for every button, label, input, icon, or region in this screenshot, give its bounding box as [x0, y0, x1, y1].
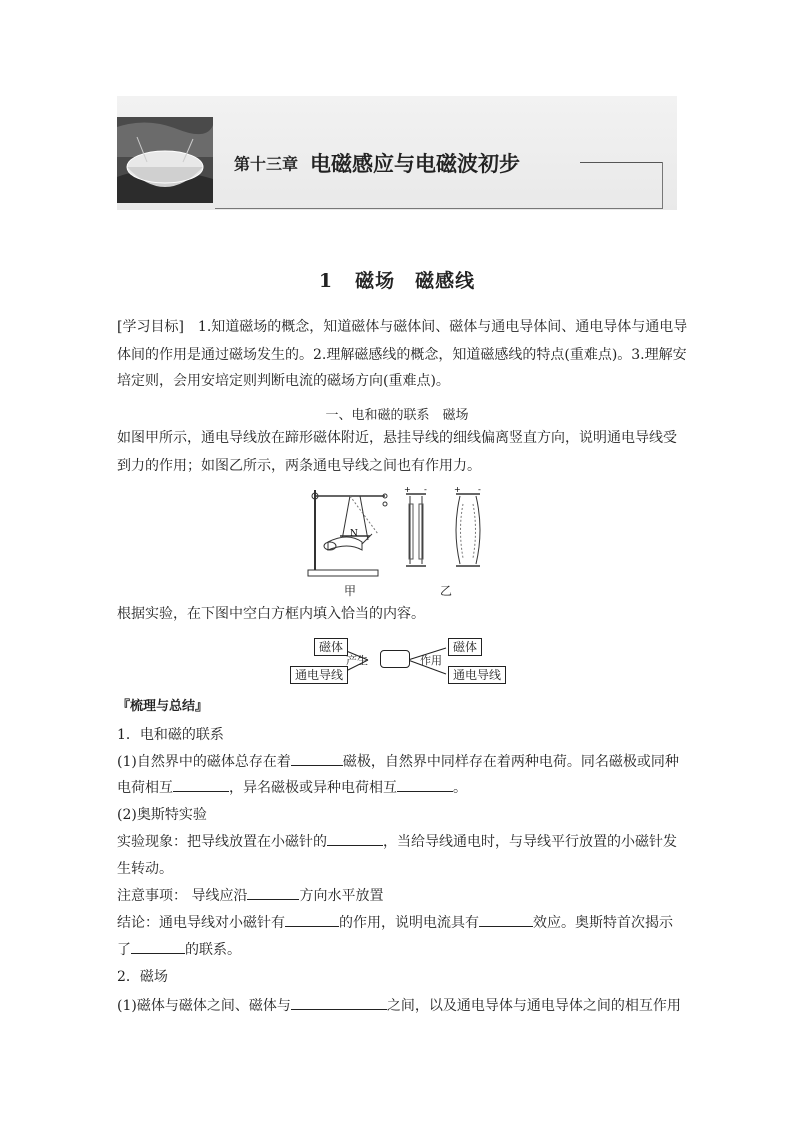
- summary-item-1-title: 1．电和磁的联系: [117, 727, 224, 743]
- fill-blank[interactable]: [173, 777, 229, 792]
- chapter-number: 第十三章: [234, 154, 299, 174]
- p1-text-e: 。: [453, 780, 467, 796]
- summary-p1-line1: [117, 748, 681, 776]
- chapter-name: 电磁感应与电磁波初步: [310, 152, 521, 176]
- summary-p1-line2: [117, 774, 681, 802]
- p1-text-c: 电荷相互: [117, 780, 173, 796]
- fill-blank[interactable]: [247, 885, 299, 900]
- summary-p2-title: (2)奥斯特实验: [117, 807, 207, 823]
- diagram-right-top: 磁体: [448, 638, 482, 656]
- section-intro-line-2: 到力的作用；如图乙所示，两条通电导线之间也有作用力。: [117, 458, 481, 474]
- lesson-number: 1: [318, 270, 334, 292]
- p2-phen-b: ，当给导线通电时，与导线平行放置的小磁针发: [383, 834, 677, 850]
- fill-blank[interactable]: [291, 751, 343, 766]
- fill-blank[interactable]: [327, 831, 383, 846]
- fill-blank[interactable]: [397, 777, 453, 792]
- figure-caption-jia: 甲: [344, 584, 357, 598]
- p2-note-b: 方向水平放置: [299, 888, 384, 904]
- magnet-pole-label: N: [350, 529, 358, 539]
- section-intro-line-1: 如图甲所示，通电导线放在蹄形磁体附近，悬挂导线的细线偏离竖直方向，说明通电导线受: [117, 430, 677, 446]
- summary-p2-phenomenon-line1: [117, 828, 681, 856]
- experiment-figure: [300, 484, 500, 584]
- p2-conc-b: 的作用，说明电流具有: [339, 915, 479, 931]
- diagram-blank-box[interactable]: [380, 650, 410, 668]
- p2-conc-c: 效应。奥斯特首次揭示: [533, 915, 673, 931]
- experiment-illustration: [300, 484, 500, 584]
- p2-conc-e: 的联系。: [185, 942, 241, 958]
- minus-sign-label-2: -: [478, 485, 481, 494]
- plus-sign-label-2: +: [454, 485, 461, 494]
- telescope-photo: [117, 117, 213, 203]
- p1-text-a: (1)自然界中的磁体总存在着: [117, 754, 291, 770]
- p2-conc-d: 了: [117, 942, 131, 958]
- minus-sign-label: -: [424, 485, 427, 494]
- summary-p2-note: [117, 882, 681, 910]
- p1-text-b: 磁极，自然界中同样存在着两种电荷。同名磁极或同种: [342, 754, 679, 770]
- plus-sign-label: +: [404, 485, 411, 494]
- fill-blank[interactable]: [291, 995, 387, 1010]
- p2-phen-a: 实验现象：把导线放置在小磁针的: [117, 834, 327, 850]
- summary-p3-line1: [117, 992, 681, 1020]
- p2-note-a: 注意事项： 导线应沿: [117, 888, 248, 904]
- summary-p2-conclusion-line1: [117, 909, 681, 937]
- p3-text-a: (1)磁体与磁体之间、磁体与: [117, 998, 291, 1014]
- diagram-left-label: 产生: [346, 654, 368, 667]
- diagram-left-bottom: 通电导线: [290, 666, 348, 684]
- section-heading: 一、电和磁的联系 磁场: [325, 408, 469, 423]
- chapter-title: [234, 148, 520, 178]
- summary-heading: 『梳理与总结』: [117, 699, 209, 714]
- objectives-line-2: 体间的作用是通过磁场发生的。2.理解磁感线的概念，知道磁感线的特点(重难点)。3.理解安: [117, 347, 687, 363]
- objectives-line-1: [学习目标] 1.知道磁场的概念，知道磁体与磁体间、磁体与通电导体间、通电导体与通电导: [117, 319, 688, 335]
- fill-blank[interactable]: [285, 912, 339, 927]
- p2-conc-a: 结论：通电导线对小磁针有: [117, 915, 285, 931]
- summary-p2-phenomenon-line2: 生转动。: [117, 861, 173, 877]
- banner-rule: [580, 162, 662, 163]
- lesson-name: 磁场 磁感线: [355, 270, 476, 292]
- summary-item-2-title: 2．磁场: [117, 969, 168, 985]
- diagram-right-bottom: 通电导线: [448, 666, 506, 684]
- lesson-title: [0, 266, 794, 293]
- diagram-left-top: 磁体: [314, 638, 348, 656]
- diagram-right-label: 作用: [420, 654, 442, 667]
- fill-instruction: 根据实验，在下图中空白方框内填入恰当的内容。: [117, 606, 425, 622]
- summary-p2-conclusion-line2: [117, 936, 681, 964]
- p1-text-d: ，异名磁极或异种电荷相互: [229, 780, 397, 796]
- figure-caption-yi: 乙: [440, 584, 453, 598]
- fill-blank[interactable]: [131, 939, 185, 954]
- objectives-line-3: 培定则，会用安培定则判断电流的磁场方向(重难点)。: [117, 373, 450, 389]
- concept-diagram: [288, 636, 508, 686]
- fill-blank[interactable]: [479, 912, 533, 927]
- p3-text-b: 之间，以及通电导体与通电导体之间的相互作用: [386, 998, 681, 1014]
